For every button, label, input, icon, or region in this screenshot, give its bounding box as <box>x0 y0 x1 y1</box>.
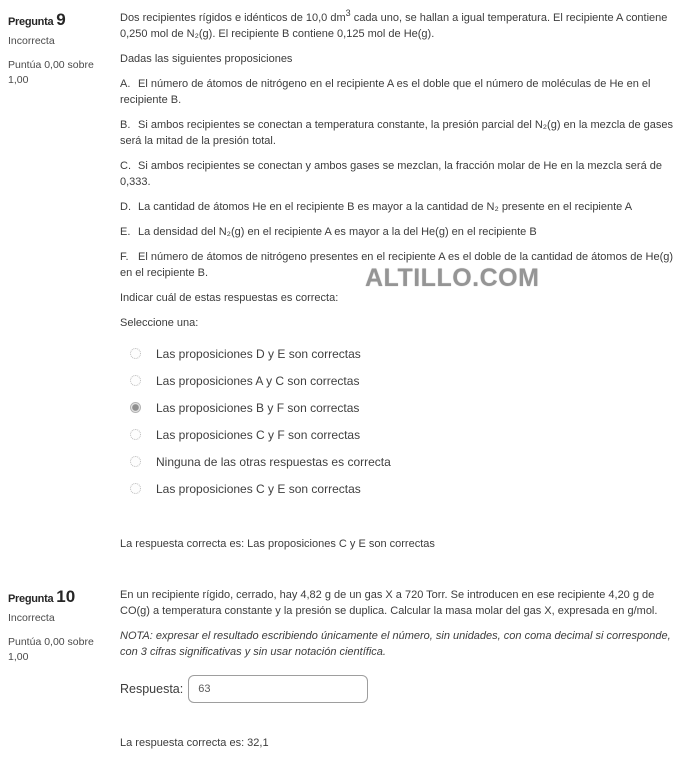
proposition-a-label: A. <box>120 78 131 90</box>
radio-button-5[interactable] <box>130 456 141 467</box>
proposition-c <box>120 158 678 190</box>
proposition-d-text: La cantidad de átomos He en el recipiente B es mayor a la cantidad de N₂ presente en el recipiente A <box>138 201 633 213</box>
question-9-content <box>120 8 678 561</box>
question-number: 9 <box>56 10 66 29</box>
proposition-a-text: El número de átomos de nitrógeno en el recipiente A es el doble que el número de moléculas de He en el recipiente B. <box>120 78 651 106</box>
answer-input[interactable] <box>188 675 368 703</box>
question-label: Pregunta <box>8 16 54 28</box>
radio-button-1[interactable] <box>130 348 141 359</box>
superscript-3: 3 <box>345 8 351 18</box>
proposition-d-label: D. <box>120 201 131 213</box>
correct-answer-feedback: La respuesta correcta es: Las proposiciones C y E son correctas <box>120 538 435 550</box>
proposition-b-text: Si ambos recipientes se conectan a temperatura constante, la presión parcial del N₂(g) en la mezcla de gases será la mitad de la presión total. <box>120 119 673 147</box>
intro-text-post: cada uno, se hallan a igual temperatura. El recipiente A contiene 0,250 mol de N₂(g). El recipiente B contiene 0,125 mol de He(g). <box>120 12 668 40</box>
question-10-info <box>8 585 120 665</box>
proposition-f-text: El número de átomos de nitrógeno presentes en el recipiente A es el doble de la cantidad de átomos de He(g) en el recipiente B. <box>120 251 674 279</box>
radio-button-4[interactable] <box>130 429 141 440</box>
option-row-5[interactable] <box>120 448 678 475</box>
radio-button-6[interactable] <box>130 483 141 494</box>
question-9-info <box>8 8 120 88</box>
question-9-title <box>8 10 120 30</box>
question-state: Incorrecta <box>8 612 55 624</box>
altillo-watermark: ALTILLO.COM <box>365 264 540 292</box>
proposition-c-label: C. <box>120 160 131 172</box>
proposition-e <box>120 224 678 240</box>
proposition-b <box>120 117 678 149</box>
proposition-c-text: Si ambos recipientes se conectan y ambos gases se mezclan, la fracción molar de He en la mezcla será de 0,333. <box>120 160 662 188</box>
option-row-2[interactable] <box>120 367 678 394</box>
option-label-3: Las proposiciones B y F son correctas <box>156 400 360 415</box>
answer-label: Respuesta: <box>120 682 184 696</box>
question-grade: Puntúa 0,00 sobre 1,00 <box>8 636 94 663</box>
question-instruction: Indicar cuál de estas respuestas es correcta: <box>120 292 339 304</box>
option-row-4[interactable] <box>120 421 678 448</box>
proposition-a <box>120 76 678 108</box>
question-10-note: NOTA: expresar el resultado escribiendo únicamente el número, sin unidades, con coma decimal si corresponde, con 3 cifras significativas y sin usar notación científica. <box>120 630 671 658</box>
select-one-prompt: Seleccione una: <box>120 317 199 329</box>
option-row-6[interactable] <box>120 475 678 502</box>
option-label-5: Ninguna de las otras respuestas es correcta <box>156 454 391 469</box>
option-label-1: Las proposiciones D y E son correctas <box>156 346 361 361</box>
propositions-prompt: Dadas las siguientes proposiciones <box>120 53 293 65</box>
option-row-3[interactable] <box>120 394 678 421</box>
question-9-intro <box>120 10 678 42</box>
option-label-4: Las proposiciones C y F son correctas <box>156 427 361 442</box>
proposition-f-label: F. <box>120 251 129 263</box>
proposition-e-label: E. <box>120 226 131 238</box>
option-label-2: Las proposiciones A y C son correctas <box>156 373 360 388</box>
question-state: Incorrecta <box>8 35 55 47</box>
question-10-section <box>8 585 690 760</box>
answer-row <box>120 675 678 703</box>
question-10-content <box>120 585 678 760</box>
answer-options <box>120 340 678 502</box>
option-label-6: Las proposiciones C y E son correctas <box>156 481 361 496</box>
proposition-e-text: La densidad del N₂(g) en el recipiente A es mayor a la del He(g) en el recipiente B <box>138 226 537 238</box>
radio-button-3[interactable] <box>130 402 141 413</box>
question-10-title <box>8 587 120 607</box>
question-label: Pregunta <box>8 593 54 605</box>
proposition-d <box>120 199 678 215</box>
correct-answer-feedback: La respuesta correcta es: 32,1 <box>120 737 269 749</box>
question-10-intro: En un recipiente rígido, cerrado, hay 4,82 g de un gas X a 720 Torr. Se introducen en ese recipiente 4,20 g de CO(g) a temperatura constante y la presión se duplica. Calcular la masa molar del gas X, expresada en g/mol. <box>120 589 658 617</box>
question-number: 10 <box>56 587 76 606</box>
intro-text-pre: Dos recipientes rígidos e idénticos de 10,0 dm <box>120 12 346 24</box>
proposition-b-label: B. <box>120 119 131 131</box>
option-row-1[interactable] <box>120 340 678 367</box>
question-grade: Puntúa 0,00 sobre 1,00 <box>8 59 94 86</box>
question-9-section <box>8 8 690 561</box>
radio-button-2[interactable] <box>130 375 141 386</box>
